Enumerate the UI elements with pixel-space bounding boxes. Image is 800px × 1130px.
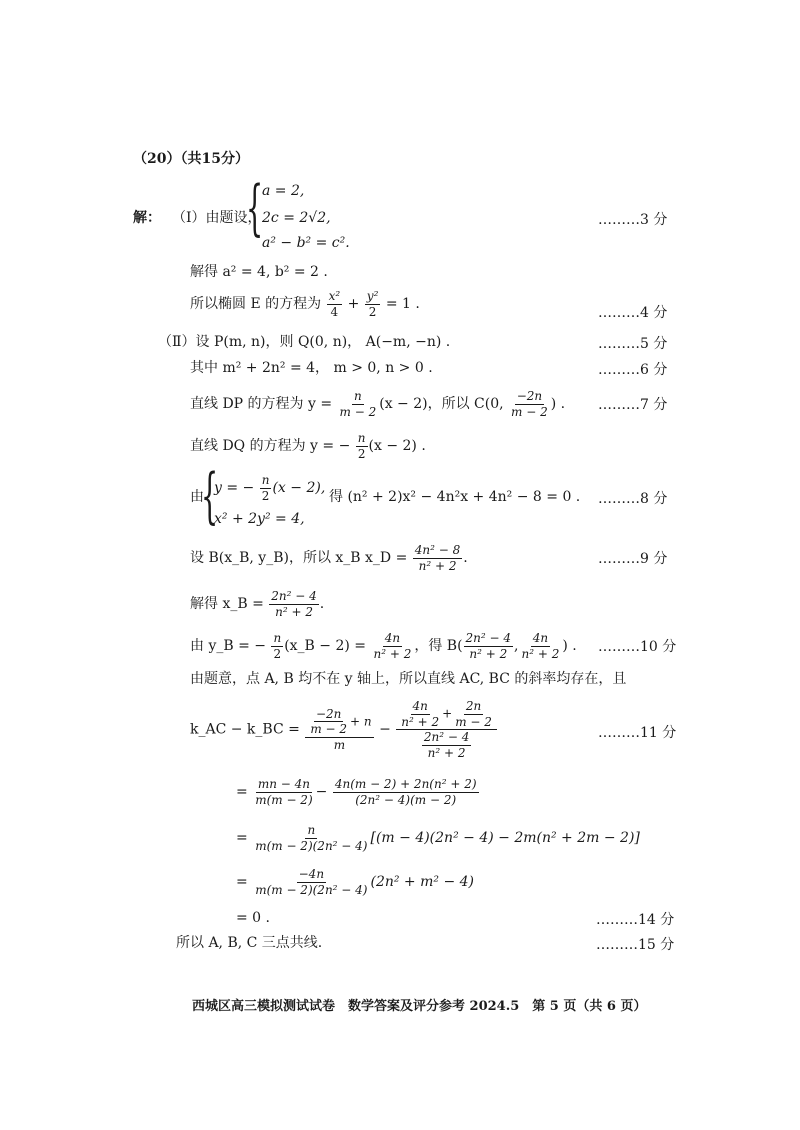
frac-xb: $\frac{\text{2n² − 4}}{\text{n² + 2}}$ <box>271 589 317 619</box>
line3: = $\frac{n}{\text{m(m − 2)(2n² − 4)}}$ [(m − 4)(2n² − 4) − 2m(n² + 2m − 2)] <box>236 823 640 853</box>
part1-intro: （Ⅰ）由题设， <box>172 210 262 226</box>
left-brace-icon: { <box>246 173 264 243</box>
left-brace-icon-2: { <box>201 461 219 531</box>
points-6: ………6 分 <box>598 362 668 378</box>
part2-step5-you: 由 <box>190 489 204 505</box>
frac-y2-2: $\frac{\text{y²}}{2}$ <box>366 289 379 319</box>
question-header: （20）（共15分） <box>133 151 249 167</box>
frac-kbc: $\frac{4n}{\text{n² + 2}}$ + $\frac{2n}{m - 2}$ $\frac{\text{2n² − 4}}{\text{n² + 2}}$ <box>396 700 497 759</box>
frac-xbxd: $\frac{\text{4n² − 8}}{\text{n² + 2}}$ <box>414 543 461 573</box>
part2-step1: （Ⅱ）设 P(m, n)，则 Q(0, n)， A(−m, −n) . <box>158 334 451 350</box>
system2-eq-1: y = − $\frac{n}{2}$ (x − 2), <box>214 473 326 503</box>
ellipse-equation: 所以椭圆 E 的方程为 $\frac{\text{x²}}{4}$ + $\frac{\text{y²}}{2}$ = 1 . <box>190 289 420 319</box>
points-4: ………4 分 <box>598 305 668 321</box>
points-5: ………5 分 <box>598 336 668 352</box>
system-eq-1: a = 2, <box>262 183 305 199</box>
points-14: ………14 分 <box>596 912 675 928</box>
points-11: ………11 分 <box>598 725 677 741</box>
points-3: ………3 分 <box>598 212 668 228</box>
frac-x2-4: $\frac{\text{x²}}{4}$ <box>328 289 341 319</box>
points-9: ………9 分 <box>598 551 668 567</box>
points-7: ………7 分 <box>598 397 668 413</box>
system-eq-3: a² − b² = c². <box>262 235 350 251</box>
page-footer: 西城区高三模拟测试试卷 数学答案及评分参考 2024.5 第 5 页（共 6 页） <box>192 999 647 1014</box>
points-15: ………15 分 <box>596 937 675 953</box>
part2-step4: 直线 DQ 的方程为 y = − $\frac{n}{2}$ (x − 2) . <box>190 431 426 461</box>
line2: = $\frac{mn - 4n}{m(m - 2)}$ − $\frac{\text{4n(m − 2) + 2n(n² + 2)}}{\text{(2n² − 4)(m − 2)}}$ <box>236 777 477 807</box>
frac-neg2n-over-m-2: $\frac{-2n}{m - 2}$ <box>511 389 548 419</box>
frac-n-over-m-2: $\frac{n}{m - 2}$ <box>339 389 377 419</box>
points-10: ………10 分 <box>598 639 677 655</box>
system-eq-2: 2c = 2√2, <box>262 210 331 226</box>
part2-step7: 解得 x_B = $\frac{\text{2n² − 4}}{\text{n² + 2}}$ . <box>190 589 325 619</box>
part2-step2: 其中 m² + 2n² = 4， m > 0, n > 0 . <box>190 360 433 376</box>
conclusion: 所以 A, B, C 三点共线. <box>176 935 323 951</box>
ellipse-suffix: = 1 . <box>385 296 420 313</box>
part1-solve: 解得 a² = 4, b² = 2 . <box>190 264 328 280</box>
frac-kac: $\frac{-2n}{m - 2}$ + n m <box>305 708 373 752</box>
line5: = 0 . <box>236 910 270 926</box>
line4: = $\frac{-4n}{\text{m(m − 2)(2n² − 4)}}$ (2n² + m² − 4) <box>236 867 475 897</box>
solution-label: 解： <box>133 210 161 226</box>
frac-n-over-2: $\frac{n}{2}$ <box>357 431 366 461</box>
ellipse-prefix: 所以椭圆 E 的方程为 <box>190 296 322 313</box>
part2-step10: k_AC − k_BC = $\frac{-2n}{m - 2}$ + n m − $\frac{4n}{\text{n² + 2}}$ + $\frac{2n}{m - 2}$ $\frac{\text{2n² − 4}}{\text{n² + 2}}$ <box>190 700 498 759</box>
part2-step6: 设 B(x_B, y_B)，所以 x_B x_D = $\frac{\text{4n² − 8}}{\text{n² + 2}}$ . <box>190 543 468 573</box>
part2-step8: 由 y_B = − $\frac{n}{2}$ (x_B − 2) = $\frac{4n}{\text{n² + 2}}$ ，得 B( $\frac{\text{2n² − 4}}{\text{n² + 2}}$ , $\frac{4n}{\text{n² + 2}}$ ) . <box>190 631 577 661</box>
part2-step9: 由题意，点 A, B 均不在 y 轴上，所以直线 AC, BC 的斜率均存在，且 <box>190 671 627 687</box>
points-8: ………8 分 <box>598 491 668 507</box>
part2-step5-result: 得 (n² + 2)x² − 4n²x + 4n² − 8 = 0 . <box>329 489 581 505</box>
system2-eq-2: x² + 2y² = 4, <box>214 511 305 527</box>
part2-step3: 直线 DP 的方程为 y = $\frac{n}{m - 2}$ (x − 2)，所以 C(0, $\frac{-2n}{m - 2}$ ) . <box>190 389 566 419</box>
